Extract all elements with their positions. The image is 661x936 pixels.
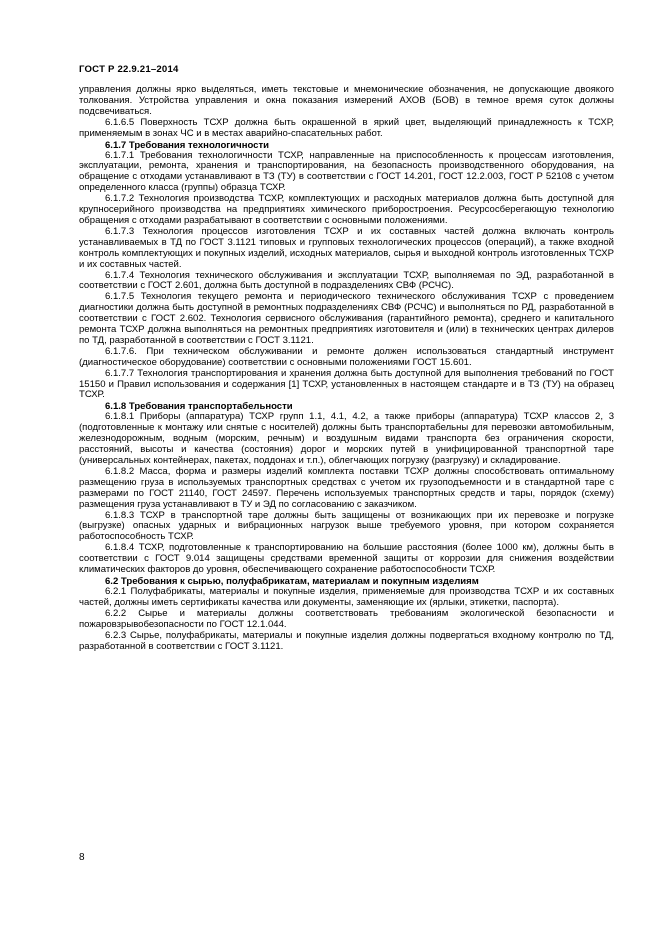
document-body (79, 85, 614, 652)
paragraph: 6.2.2 Сырье и материалы должны соответствовать требованиям экологической безопасности и пожаровзрывобезопасности по ГОСТ 12.1.044. (79, 607, 614, 630)
paragraph: 6.1.7.5 Технология текущего ремонта и периодического технического обслуживания ТСХР с проведением диагностики должна быть доступной в ремонтных подразделениях СВФ (РСЧС) и выполняться по РД, разработанной в соответствии с ГОСТ 2.602. Технология сервисного обслуживания (гарантийного ремонта), среднего и капитального ремонта ТСХР должна выполняться на ремонтных предприятиях изготовителя и (или) в технических центрах дилеров по ТД, разработанной в соответствии с ГОСТ 3.1121. (79, 291, 614, 346)
paragraph: 6.1.7.7 Технология транспортирования и хранения должна быть доступной для выполнения требований по ГОСТ 15150 и Правил использования и содержания [1] ТСХР, установленных в настоящем стандарте и в ТЗ (ТУ) на образец ТСХР. (79, 367, 614, 401)
paragraph: управления должны ярко выделяться, иметь текстовые и мнемонические обозначения, не допускающие двоякого толкования. Устройства управления и окна показания измерений АХОВ (БОВ) в темное время суток должны подсвечиваться. (79, 84, 614, 117)
paragraph: 6.1.7.3 Технология процессов изготовления ТСХР и их составных частей должна включать контроль устанавливаемых в ТД по ГОСТ 3.1121 типовых и групповых технологических процессов (операций), а также входной контроль комплектующих и покупных изделий, исходных материалов, сырья и выходной контроль изготовленных ТСХР и их составных частей. (79, 225, 614, 270)
paragraph: 6.1.8.4 ТСХР, подготовленные к транспортированию на большие расстояния (более 1000 км), должны быть в соответствии с ГОСТ 9.014 защищены средствами временной защиты от коррозии для снижения воздействии климатических факторов до уровня, обеспечивающего сохранение работоспособности ТСХР. (79, 542, 614, 576)
page-number: 8 (79, 852, 85, 863)
paragraph: 6.1.8.1 Приборы (аппаратура) ТСХР групп 1.1, 4.1, 4.2, а также приборы (аппаратура) ТСХР классов 2, 3 (подготовленные к монтажу или снятые с носителей) должны быть транспортабельны для перевозки автомобильным, железнодорожным, водным (морским, речным) и воздушным видами транспорта без ограничения скорости, расстояний, высоты и качества (состояния) дорог и морских путей в унифицированной транспортной таре (универсальных контейнерах, пакетах, поддонах и т.п.), облегчающих погрузку (разгрузку) и складирование. (79, 411, 614, 466)
document-header: ГОСТ Р 22.9.21–2014 (79, 64, 179, 75)
paragraph: 6.2.1 Полуфабрикаты, материалы и покупные изделия, применяемые для производства ТСХР и их составных частей, должны иметь сертификаты качества или документы, заменяющие их (ярлыки, этикетки, паспорта). (79, 585, 614, 608)
paragraph: 6.1.7.2 Технология производства ТСХР, комплектующих и расходных материалов должна быть доступной для крупносерийного производства на предприятиях химического приборостроения. Ресурсосберегающую технологию обращения с отходами разрабатывают в соответствии с основными положениями. (79, 193, 614, 226)
paragraph: 6.1.7.1 Требования технологичности ТСХР, направленные на приспособленность к процессам изготовления, эксплуатации, ремонта, хранения и транспортирования, на безопасность производственного оборудования, на обращение с отходами устанавливают в ТЗ (ТУ) в соответствии с ГОСТ 14.201, ГОСТ 12.2.003, ГОСТ Р 52108 с учетом определенного класса (группы) образца ТСХР. (79, 149, 614, 194)
paragraph: 6.2.3 Сырье, полуфабрикаты, материалы и покупные изделия должны подвергаться входному контролю по ТД, разработанной в соответствии с ГОСТ 3.1121. (79, 629, 614, 652)
paragraph: 6.1.8.3 ТСХР в транспортной таре должны быть защищены от возникающих при их перевозке и погрузке (выгрузке) опасных ударных и вибрационных нагрузок выше требуемого уровня, при котором сохраняется работоспособность ТСХР. (79, 509, 614, 543)
paragraph: 6.1.7.4 Технология технического обслуживания и эксплуатации ТСХР, выполняемая по ЭД, разработанной в соответствии с ГОСТ 2.601, должна быть доступной в подразделениях СВФ (РСЧС). (79, 269, 614, 292)
section-heading: 6.1.7 Требования технологичности (105, 139, 270, 151)
paragraph: 6.1.7.6. При техническом обслуживании и ремонте должен использоваться стандартный инструмент (диагностическое оборудование) соответствии с основными положениями ГОСТ 15.601. (79, 345, 614, 368)
paragraph: 6.1.8.2 Масса, форма и размеры изделий комплекта поставки ТСХР должны способствовать оптимальному размещению груза в используемых транспортных средствах с учетом их грузоподъемности и в стандартной таре с размерами по ГОСТ 21140, ГОСТ 24597. Перечень используемых транспортных средств и тары, порядок (схему) размещения груза устанавливают в ТУ и ЭД по согласованию с заказчиком. (79, 465, 614, 510)
section-heading: 6.2 Требования к сырью, полуфабрикатам, материалам и покупным изделиям (105, 575, 479, 587)
paragraph: 6.1.6.5 Поверхность ТСХР должна быть окрашенной в яркий цвет, выделяющий принадлежность к ТСХР, применяемым в зонах ЧС и в местах аварийно-спасательных работ. (79, 116, 614, 139)
section-heading: 6.1.8 Требования транспортабельности (105, 401, 293, 413)
